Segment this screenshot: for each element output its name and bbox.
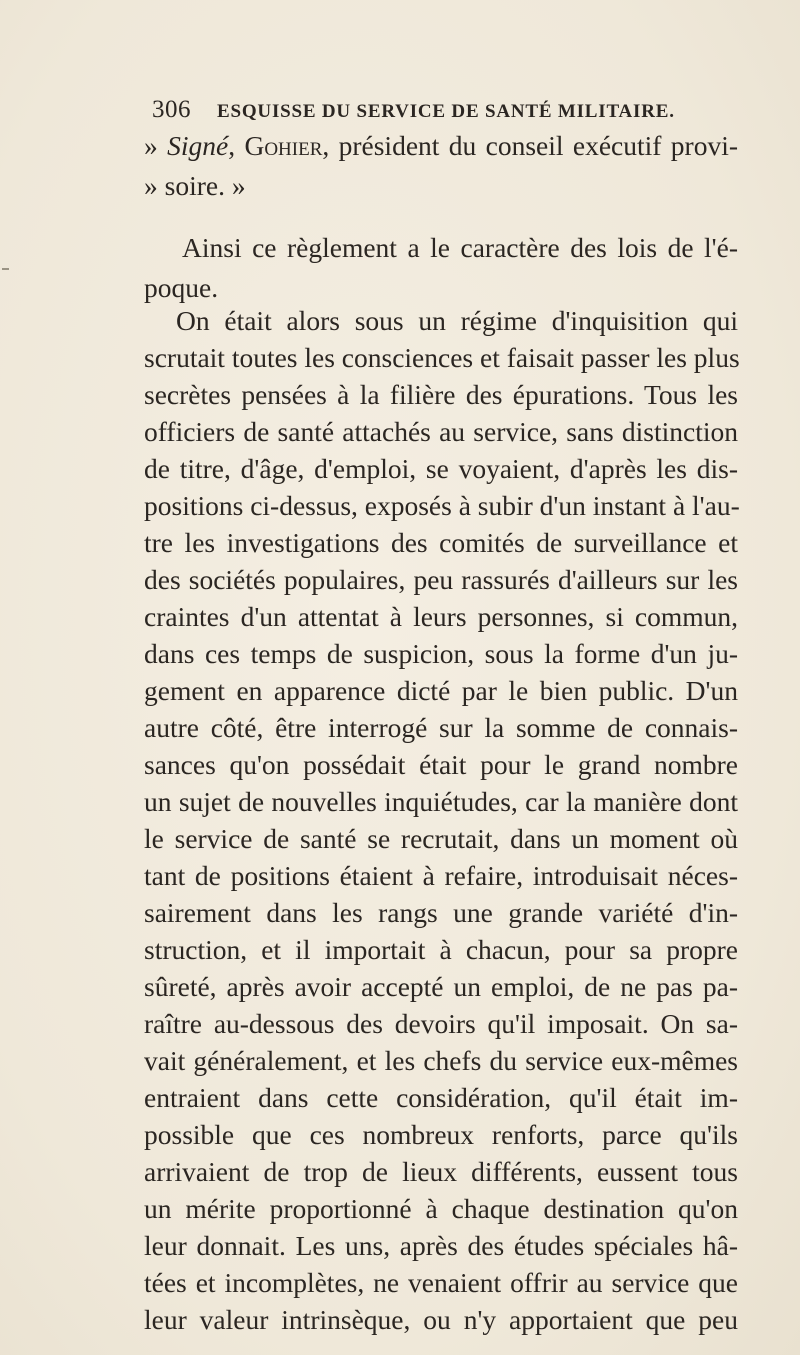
text-line-20: tant de positions étaient à refaire, introduisait néces- <box>144 860 738 891</box>
text-line-3: Ainsi ce règlement a le caractère des lois de l'é- <box>182 232 738 263</box>
margin-mark <box>2 268 9 270</box>
text-line-4: poque. <box>144 272 219 303</box>
text-line-2: » soire. » <box>144 170 246 201</box>
text-line-17: sances qu'on possédait était pour le grand nombre <box>144 749 738 780</box>
text-line-23: sûreté, après avoir accepté un emploi, de ne pas pa- <box>144 971 738 1002</box>
signed-word: Signé <box>167 130 229 161</box>
comma: , <box>228 130 245 161</box>
text-line-30: leur donnait. Les uns, après des études spéciales hâ- <box>144 1230 738 1261</box>
text-line-26: entraient dans cette considération, qu'il était im- <box>144 1082 738 1113</box>
text-line-11: tre les investigations des comités de surveillance et <box>144 527 738 558</box>
text-line-27: possible que ces nombreux renforts, parce qu'ils <box>144 1119 738 1150</box>
page-number: 306 <box>152 96 191 123</box>
text-line-12: des sociétés populaires, peu rassurés d'ailleurs sur les <box>144 564 738 595</box>
text-line-13: craintes d'un attentat à leurs personnes, si commun, <box>144 601 738 632</box>
page-header <box>152 96 712 130</box>
text-line-18: un sujet de nouvelles inquiétudes, car la manière dont <box>144 786 738 817</box>
text-line-14: dans ces temps de suspicion, sous la forme d'un ju- <box>144 638 738 669</box>
running-title: ESQUISSE DU SERVICE DE SANTÉ MILITAIRE. <box>217 101 675 122</box>
text-line-1 <box>144 126 738 166</box>
text-line-9: de titre, d'âge, d'emploi, se voyaient, d'après les dis- <box>144 453 738 484</box>
text-line-1-rest: , président du conseil exécutif provi- <box>322 130 738 161</box>
text-line-24: raître au-dessous des devoirs qu'il imposait. On sa- <box>144 1008 738 1039</box>
text-line-21: sairement dans les rangs une grande variété d'in- <box>144 897 738 928</box>
text-line-28: arrivaient de trop de lieux différents, eussent tous <box>144 1156 738 1187</box>
text-line-19: le service de santé se recrutait, dans un moment où <box>144 823 738 854</box>
text-line-10: positions ci-dessus, exposés à subir d'un instant à l'au- <box>144 490 740 521</box>
text-line-16: autre côté, être interrogé sur la somme de connais- <box>144 712 738 743</box>
text-line-6: scrutait toutes les consciences et faisait passer les plus <box>144 342 740 373</box>
text-line-31: tées et incomplètes, ne venaient offrir au service que <box>144 1267 738 1298</box>
text-line-29: un mérite proportionné à chaque destination qu'on <box>144 1193 738 1224</box>
text-line-15: gement en apparence dicté par le bien public. D'un <box>144 675 738 706</box>
text-line-5: On était alors sous un régime d'inquisition qui <box>176 305 738 336</box>
text-line-25: vait généralement, et les chefs du service eux-mêmes <box>144 1045 738 1076</box>
signatory-name: Gohier <box>244 130 323 161</box>
text-line-7: secrètes pensées à la filière des épurations. Tous les <box>144 379 738 410</box>
text-line-32: leur valeur intrinsèque, ou n'y apportaient que peu <box>144 1304 738 1335</box>
text-line-8: officiers de santé attachés au service, sans distinction <box>144 416 738 447</box>
quote-mark: » <box>144 130 168 161</box>
text-line-22: struction, et il importait à chacun, pour sa propre <box>144 934 738 965</box>
